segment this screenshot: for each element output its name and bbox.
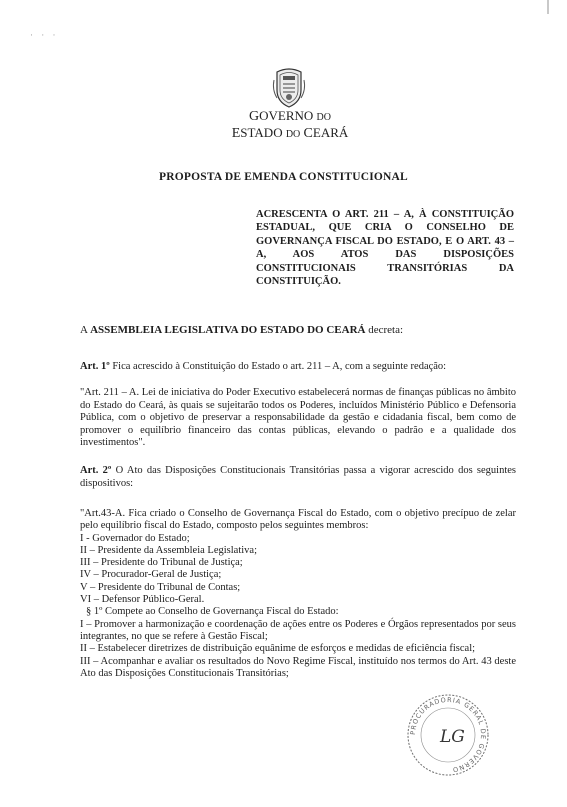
- article-1: Art. 1º Fica acrescido à Constituição do Estado o art. 211 – A, com a seguinte redação:: [80, 361, 447, 372]
- document-title: PROPOSTA DE EMENDA CONSTITUCIONAL: [159, 171, 408, 183]
- enacting-clause: A ASSEMBLEIA LEGISLATIVA DO ESTADO DO CEARÁ decreta:: [80, 324, 404, 336]
- letterhead-line-2: ESTADO DO CEARÁ: [231, 125, 349, 141]
- scan-artifact: · · ·: [30, 30, 59, 40]
- amendment-summary: ACRESCENTA O ART. 211 – A, À CONSTITUIÇÃO ESTADUAL, QUE CRIA O CONSELHO DE GOVERNANÇA FISCAL DO ESTADO, E O ART. 43 – A, AOS ATOS DAS DISPOSIÇÕES CONSTITUCIONAIS TRANSITÓRIAS DA CONSTITUIÇÃO.: [256, 209, 514, 288]
- government-letterhead: [200, 108, 380, 142]
- member-item: VI – Defensor Público-Geral.: [80, 594, 205, 606]
- article-43-a-text: [80, 508, 516, 680]
- state-coat-of-arms-icon: [271, 66, 307, 108]
- article-2: Art. 2º O Ato das Disposições Constitucionais Transitórias passa a vigorar acrescido dos seguintes dispositivos:: [80, 465, 516, 489]
- paragraph-1: § 1º Compete ao Conselho de Governança Fiscal do Estado:: [86, 606, 339, 618]
- article-211-a-text: "Art. 211 – A. Lei de iniciativa do Poder Executivo estabelecerá normas de finanças públicas no âmbito do Estado do Ceará, às quais se sujeitarão todos os Poderes, incluídos Ministério Público e Defensoria Pública, com o objetivo de preservar a responsabilidade da gestão e cidadania fiscal, bem como de promover o equilíbrio financeiro das contas públicas, elevando o padrão e a qualidade dos investimentos".: [80, 387, 516, 449]
- stamp-initials: LG: [440, 727, 465, 747]
- competence-item: II – Estabelecer diretrizes de distribuição equânime de esforços e medidas de eficiência fiscal;: [80, 643, 476, 655]
- member-item: I - Governador do Estado;: [80, 532, 190, 544]
- competence-item: III – Acompanhar e avaliar os resultados do Novo Regime Fiscal, instituído nos termos do Art. 43 deste Ato das Disposições Constitucionais Transitórias;: [80, 655, 516, 679]
- article-43-a-intro: "Art.43-A. Fica criado o Conselho de Governança Fiscal do Estado, com o objetivo precípuo de zelar pelo equilíbrio fiscal do Estado, composto pelos seguintes membros:: [80, 508, 516, 532]
- procuradoria-stamp: [400, 690, 496, 780]
- member-item: IV – Procurador-Geral de Justiça;: [80, 569, 222, 581]
- member-item: V – Presidente do Tribunal de Contas;: [80, 581, 241, 593]
- edge-mark: [547, 0, 549, 14]
- member-item: II – Presidente da Assembleia Legislativa;: [80, 544, 257, 556]
- member-item: III – Presidente do Tribunal de Justiça;: [80, 557, 243, 569]
- stamp-ring-text: PROCURADORIA GERAL DE GOVERNO: [408, 695, 488, 774]
- competence-item: I – Promover a harmonização e coordenação de ações entre os Poderes e Órgãos representados por seus integrantes, no que se refere à Gestão Fiscal;: [80, 618, 516, 642]
- letterhead-line-1: GOVERNO DO: [249, 108, 331, 124]
